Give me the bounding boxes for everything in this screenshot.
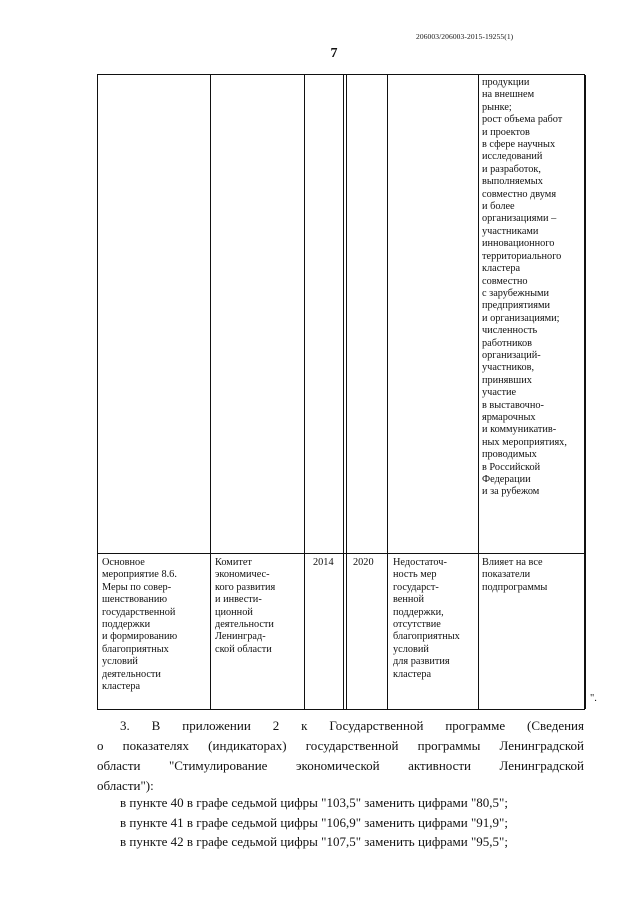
impact-cell: Влияет на все показатели подпрограммы xyxy=(482,557,548,593)
table-column-divider xyxy=(304,75,305,709)
table-column-divider xyxy=(343,75,344,709)
paragraph-line: о показателях (индикаторах) государственной программы Ленинградской xyxy=(97,738,584,753)
consequences-cell: Недостаточ- ность мер государст- венной поддержки, отсутствие благоприятных условий для развития кластера xyxy=(393,557,460,680)
paragraph-line: области"): xyxy=(97,778,154,793)
amendment-list xyxy=(120,793,508,852)
table-border-right xyxy=(584,75,586,709)
closing-quote: ". xyxy=(590,693,597,704)
amendment-item: в пункте 41 в графе седьмой цифры "106,9" заменить цифрами "91,9"; xyxy=(120,814,508,830)
paragraph-line: области "Стимулирование экономической активности Ленинградской xyxy=(97,758,584,773)
continued-indicators-cell: продукции на внешнем рынке; рост объема работ и проектов в сфере научных исследований и разработок, выполняемых совместно двумя и более организациями – участниками инновационного территориального кластера совместно с зарубежными предприятиями и организациями; численность работников организаций- участников, принявших участие в выставочно- ярмарочных и коммуникатив- ных мероприятиях, проводимых в Российской Федерации и за рубежом xyxy=(482,77,567,498)
table-column-divider xyxy=(210,75,211,709)
paragraph-line: 3. В приложении 2 к Государственной программе (Сведения xyxy=(120,718,584,733)
document-id: 206003/206003-2015-19255(1) xyxy=(416,32,514,41)
amendment-item: в пункте 42 в графе седьмой цифры "107,5" заменить цифрами "95,5"; xyxy=(120,834,508,849)
table-column-divider xyxy=(346,75,347,709)
page-number: 7 xyxy=(330,46,338,61)
measure-cell: Основное мероприятие 8.6. Меры по совер- шенствованию государственной поддержки и формированию благоприятных условий деятельности кластера xyxy=(102,557,178,693)
end-year-cell: 2020 xyxy=(353,557,374,568)
measures-table xyxy=(97,74,585,710)
start-year-cell: 2014 xyxy=(313,557,334,568)
table-column-divider xyxy=(387,75,388,709)
table-row-divider xyxy=(97,553,585,554)
table-border-left xyxy=(97,75,98,709)
table-column-divider xyxy=(478,75,479,709)
executor-cell: Комитет экономичес- кого развития и инвести- ционной деятельности Ленинград- ской области xyxy=(215,557,276,655)
amendment-item: в пункте 40 в графе седьмой цифры "103,5" заменить цифрами "80,5"; xyxy=(120,795,508,810)
